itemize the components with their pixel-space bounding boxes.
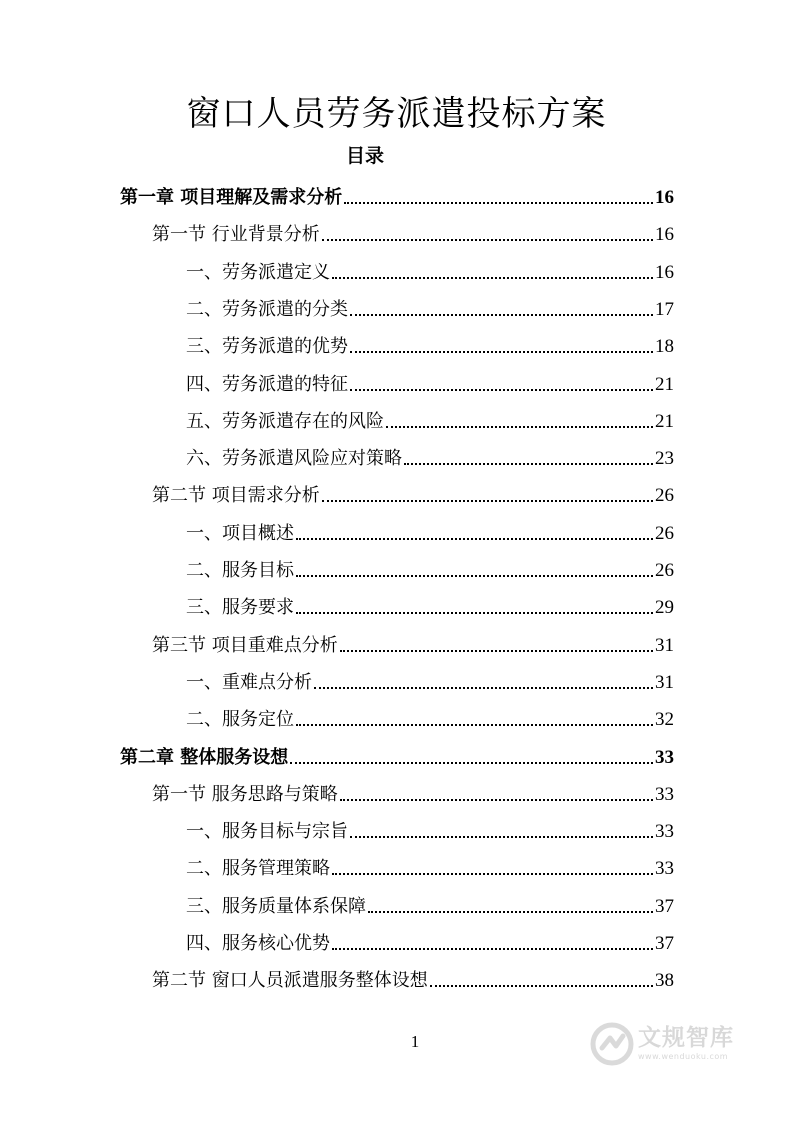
toc-entry[interactable] [186,441,674,471]
toc-entry-title: 二、服务定位 [186,709,294,731]
toc-dot-leader [332,277,653,279]
watermark [590,1016,760,1072]
toc-entry-page: 33 [655,858,674,880]
toc-entry-title: 第二章 整体服务设想 [120,746,289,768]
toc-entry-page: 23 [655,448,674,470]
document-title: 窗口人员劳务派遣投标方案 [186,94,607,134]
toc-dot-leader [430,985,653,987]
toc-entry[interactable] [186,665,674,695]
toc-entry-page: 33 [655,783,674,805]
toc-entry-page: 29 [655,597,674,619]
toc-entry-title: 一、重难点分析 [186,671,312,693]
toc-entry-page: 18 [655,336,674,358]
watermark-brand: 文规智库 [638,1025,734,1051]
toc-entry[interactable] [186,367,674,397]
toc-dot-leader [340,799,653,801]
toc-entry-title: 第一节 服务思路与策略 [152,783,338,805]
toc-entry-page: 26 [655,522,674,544]
toc-entry[interactable] [152,217,674,247]
toc-dot-leader [296,538,653,540]
toc-entry-title: 四、劳务派遣的特征 [186,373,348,395]
toc-entry-page: 31 [655,671,674,693]
toc-entry-page: 16 [655,224,674,246]
toc-heading: 目录 [345,145,384,167]
toc-dot-leader [350,351,653,353]
toc-dot-leader [332,948,653,950]
toc-entry[interactable] [186,516,674,546]
toc-entry-page: 33 [655,821,674,843]
toc-entry-page: 17 [655,298,674,320]
toc-entry-title: 一、项目概述 [186,522,294,544]
toc-entry-title: 一、服务目标与宗旨 [186,821,348,843]
toc-entry-title: 第三节 项目重难点分析 [152,634,338,656]
toc-dot-leader [314,687,653,689]
toc-entry-page: 21 [655,373,674,395]
toc-entry-title: 一、劳务派遣定义 [186,261,330,283]
toc-entry[interactable] [186,926,674,956]
toc-entry-page: 38 [655,970,674,992]
toc-entry-page: 26 [655,560,674,581]
toc-entry[interactable] [186,292,674,322]
toc-entry[interactable] [186,814,674,844]
page-number: 1 [410,1032,420,1051]
toc-entry-title: 三、服务质量体系保障 [186,895,366,917]
toc-entry-title: 二、服务目标 [186,560,294,581]
toc-entry[interactable] [120,740,674,770]
toc-dot-leader [404,463,653,465]
toc-entry-title: 二、劳务派遣的分类 [186,298,348,320]
toc-dot-leader [386,426,653,428]
toc-entry-page: 16 [655,261,674,283]
toc-entry-page: 37 [655,933,674,954]
toc-entry-page: 32 [655,709,674,731]
toc-entry[interactable] [186,889,674,919]
toc-entry[interactable] [152,963,674,993]
toc-entry[interactable] [186,404,674,434]
toc-dot-leader [350,389,653,391]
toc-entry[interactable] [152,478,674,508]
toc-entry[interactable] [186,590,674,620]
toc-entry-title: 三、服务要求 [186,597,294,619]
toc-entry-page: 31 [655,634,674,656]
toc-entry-title: 第一节 行业背景分析 [152,224,320,246]
toc-dot-leader [350,314,653,316]
toc-entry[interactable] [186,553,674,583]
toc-entry[interactable] [152,777,674,807]
toc-dot-leader [296,724,653,726]
toc-entry-page: 16 [655,187,674,208]
toc-entry-title: 四、服务核心优势 [186,933,330,954]
watermark-url: www.wenduoku.com [638,1052,729,1061]
toc-dot-leader [322,500,653,502]
toc-dot-leader [340,650,653,652]
toc-entry-title: 三、劳务派遣的优势 [186,336,348,358]
toc-dot-leader [296,612,653,614]
toc-entry[interactable] [186,851,674,881]
toc-entry[interactable] [186,255,674,285]
toc-entry[interactable] [120,180,674,210]
toc-dot-leader [296,575,653,577]
toc-dot-leader [332,873,653,875]
toc-entry-title: 第二节 项目需求分析 [152,485,320,507]
toc-dot-leader [344,202,653,204]
toc-entry-title: 第一章 项目理解及需求分析 [120,187,343,208]
toc-entry-title: 二、服务管理策略 [186,858,330,880]
toc-entry-title: 五、劳务派遣存在的风险 [186,410,384,432]
toc-entry-page: 37 [655,895,674,917]
toc-entry-title: 六、劳务派遣风险应对策略 [186,448,402,470]
watermark-logo-icon [590,1022,634,1066]
toc-entry-page: 33 [655,746,674,768]
toc-entry[interactable] [186,702,674,732]
toc-dot-leader [350,836,653,838]
toc-entry-page: 26 [655,485,674,507]
toc-dot-leader [322,239,653,241]
toc-entry[interactable] [152,628,674,658]
toc-entry-title: 第二节 窗口人员派遣服务整体设想 [152,970,428,992]
toc-entry[interactable] [186,329,674,359]
toc-dot-leader [368,911,653,913]
toc-entry-page: 21 [655,410,674,432]
toc-dot-leader [290,762,653,764]
